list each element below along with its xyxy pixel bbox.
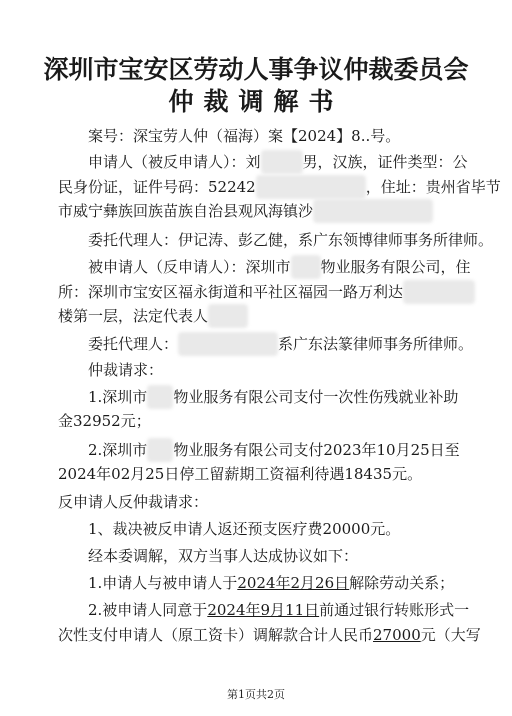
claims-heading: 仲裁请求：: [88, 361, 164, 379]
applicant-line-3: [58, 199, 480, 223]
redacted-address-2: [403, 280, 475, 304]
claim-1-line-2: 金32952元；: [58, 412, 151, 430]
counterclaim-heading: 反申请人反仲裁请求：: [58, 493, 209, 511]
respondent-company: 物业服务有限公司，住: [320, 258, 471, 276]
applicant-label: 申请人（被反申请人）：刘: [88, 153, 261, 171]
agreement-2-text: 2.被申请人同意于: [88, 601, 208, 619]
respondent-agent: [88, 332, 510, 356]
case-number: 案号：深宝劳人仲（福海）案【2024】8..号。: [88, 127, 401, 145]
redacted-company-3: [147, 438, 173, 462]
respondent-address: 所：深圳市宝安区福永街道和平社区福园一路万利达: [58, 283, 404, 301]
applicant-agent: 委托代理人：伊记涛、彭乙健，系广东领博律师事务所律师。: [88, 231, 494, 249]
agreement-2-line-2: [58, 623, 480, 647]
claim-1-text: 物业服务有限公司支付一次性伤残就业补助: [173, 388, 459, 406]
respondent-agent-label: 委托代理人：: [88, 335, 179, 353]
redacted-address: [313, 199, 433, 223]
claim-2-line-1: [88, 438, 510, 462]
respondent-line-1: [88, 255, 510, 279]
agreement-2-line-1: [88, 598, 510, 622]
redacted-name: [261, 150, 303, 174]
page-footer: 第1页共2页: [227, 688, 285, 701]
applicant-address-label: ，住址：贵州省毕节: [365, 178, 501, 196]
respondent-line-3: [58, 304, 480, 328]
agreement-2-cont: 前通过银行转账形式一: [319, 601, 470, 619]
claim-2-start: 2.深圳市: [88, 441, 148, 459]
claim-2-text: 物业服务有限公司支付2023年10月25日至: [173, 441, 460, 459]
document-subtitle: 仲裁调解书: [168, 87, 344, 116]
document-title: 深圳市宝安区劳动人事争议仲裁委员会: [43, 55, 469, 84]
claim-1-start: 1.深圳市: [88, 388, 148, 406]
applicant-info: 男，汉族，证件类型：公: [302, 153, 468, 171]
claim-1-line-1: [88, 385, 510, 409]
applicant-id-label: 民身份证，证件号码：52242: [58, 178, 256, 196]
redacted-id: [256, 175, 366, 199]
agreement-1-text: 1.申请人与被申请人于: [88, 574, 238, 592]
respondent-label: 被申请人（反申请人）：深圳市: [88, 258, 291, 276]
agreement-1-end: 解除劳动关系；: [349, 574, 455, 592]
applicant-address: 市威宁彝族回族苗族自治县观风海镇沙: [58, 202, 314, 220]
legal-rep-label: 楼第一层，法定代表人: [58, 307, 209, 325]
agreement-2-end: 元（大写: [420, 626, 481, 644]
agreement-2-date: 2024年9月11日: [207, 601, 320, 619]
respondent-agent-firm: 系广东法篆律师事务所律师。: [278, 335, 474, 353]
redacted-company-2: [147, 385, 173, 409]
redacted-agent: [178, 332, 278, 356]
applicant-line-1: [88, 150, 510, 174]
redacted-company: [291, 255, 321, 279]
agreement-1-date: 2024年2月26日: [237, 574, 350, 592]
applicant-line-2: [58, 175, 501, 199]
redacted-legal-rep: [208, 304, 248, 328]
agreement-1: [88, 571, 510, 595]
agreement-2-payment: 次性支付申请人（原工资卡）调解款合计人民币: [58, 626, 374, 644]
respondent-line-2: [58, 280, 480, 304]
claim-2-line-2: 2024年02月25日停工留薪期工资福利待遇18435元。: [58, 465, 423, 483]
mediation-intro: 经本委调解，双方当事人达成协议如下：: [88, 547, 359, 565]
agreement-2-amount: 27000: [373, 626, 421, 644]
counterclaim-1: 1、裁决被反申请人返还预支医疗费20000元。: [88, 520, 401, 538]
